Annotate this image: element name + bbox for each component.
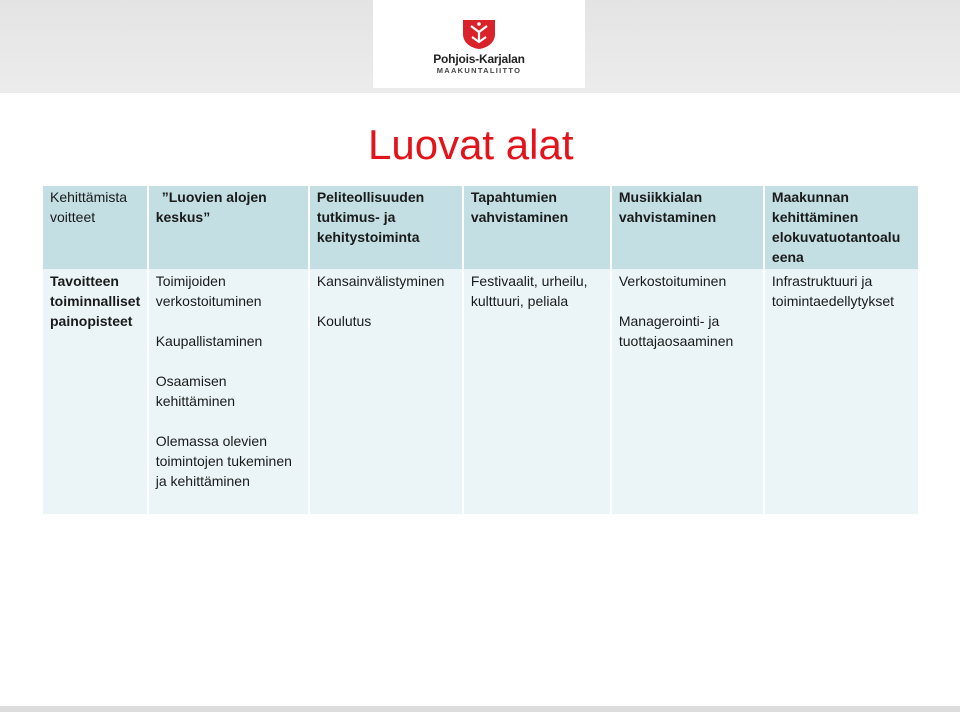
cell-paragraph: Verkostoituminen: [618, 273, 727, 289]
footer-divider: [0, 706, 960, 712]
header-cell: Musiikkialan vahvistaminen: [612, 186, 763, 269]
header-cell: Tapahtumien vahvistaminen: [464, 186, 610, 269]
logo-name: Pohjois-Karjalan: [433, 52, 525, 66]
table-cell: [43, 269, 147, 514]
logo-subtitle: MAAKUNTALIITTO: [436, 66, 522, 75]
organization-logo: [373, 0, 585, 88]
table-cell: [612, 269, 763, 514]
header-cell: Peliteollisuuden tutkimus- ja kehitystoiminta: [310, 186, 462, 269]
goals-table: [41, 186, 920, 514]
cell-paragraph: Toimijoiden verkostoituminen: [155, 273, 262, 309]
page-title: Luovat alat: [368, 121, 574, 168]
header-cell: ”Luovien alojen keskus”: [149, 186, 308, 269]
cell-paragraph: Osaamisen kehittäminen: [155, 373, 236, 409]
cell-paragraph: Infrastruktuuri ja toimintaedellytykset: [771, 273, 895, 309]
cell-paragraph: Kaupallistaminen: [155, 333, 263, 349]
header-cell: Maakunnan kehittäminen elokuvatuotantoalu eena: [765, 186, 918, 269]
cell-paragraph: Festivaalit, urheilu, kulttuuri, peliala: [470, 273, 588, 309]
table-header-row: [43, 186, 918, 269]
coat-of-arms-icon: [462, 18, 496, 50]
table-cell: [310, 269, 462, 514]
table-cell: [765, 269, 918, 514]
table-cell: [464, 269, 610, 514]
cell-paragraph: Managerointi- ja tuottajaosaaminen: [618, 313, 734, 349]
cell-paragraph: Koulutus: [316, 313, 372, 329]
header-cell: Kehittämista voitteet: [43, 186, 147, 269]
cell-paragraph: Kansainvälistyminen: [316, 273, 445, 289]
table-cell: [149, 269, 308, 514]
cell-paragraph: Olemassa olevien toimintojen tukeminen ja kehittäminen: [155, 433, 292, 489]
table-row: [43, 269, 918, 514]
cell-paragraph: Tavoitteen toiminnalliset painopisteet: [50, 273, 141, 329]
